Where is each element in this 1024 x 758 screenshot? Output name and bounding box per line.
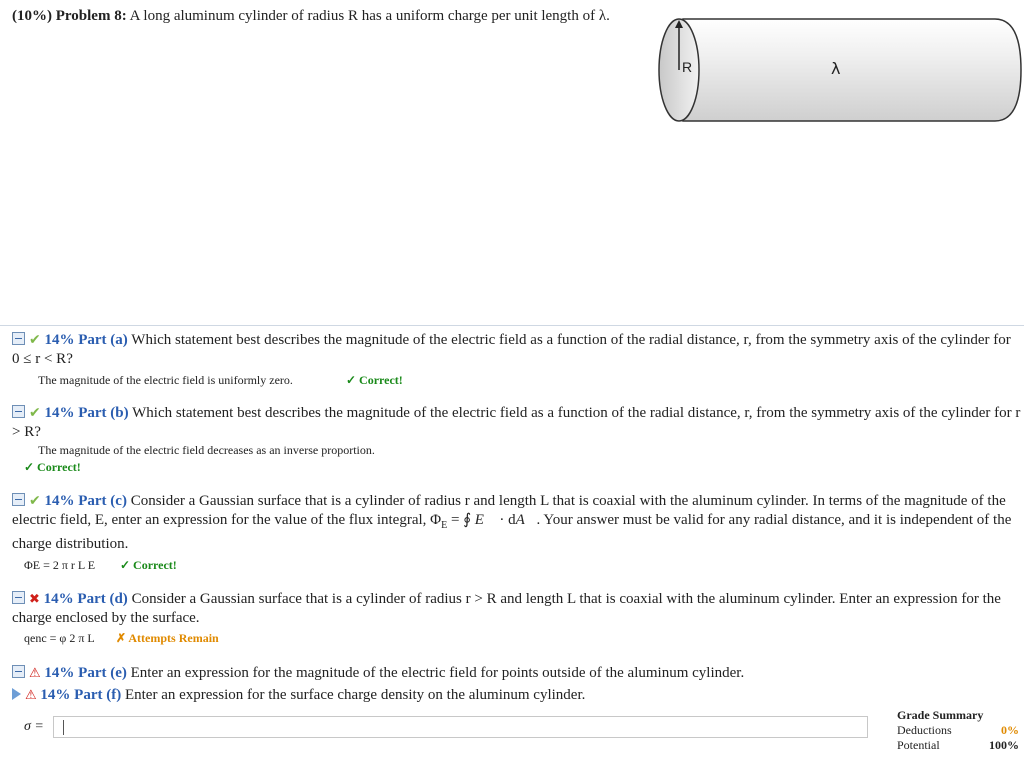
part-c-answer: ΦE = 2 π r L E (24, 558, 96, 572)
collapse-icon[interactable] (12, 665, 25, 678)
radius-label: R (682, 59, 693, 75)
part-a (12, 331, 1022, 369)
cross-icon: ✖ (29, 592, 40, 608)
part-e (12, 664, 1022, 683)
cylinder-body (683, 19, 1021, 121)
collapse-icon[interactable] (12, 405, 25, 418)
collapse-icon[interactable] (12, 493, 25, 506)
lambda-label: λ (831, 59, 841, 78)
part-c-question: Consider a Gaussian surface that is a cylinder of radius r and length L that is coaxial with the aluminum cylinder. In terms of the magnitude of the electric field, E, enter an expression for the value of the flux integral, Φ (12, 493, 1006, 529)
grade-summary (897, 708, 1019, 753)
part-a-question: Which statement best describes the magnitude of the electric field as a function of the radial distance, r, from the symmetry axis of the cylinder for 0 ≤ r < R? (12, 332, 1011, 368)
part-d (12, 590, 1022, 628)
text-cursor (63, 720, 64, 735)
problem-header: (10%) Problem 8: (12, 8, 127, 24)
collapse-icon[interactable] (12, 591, 25, 604)
deductions-label: Deductions (897, 723, 952, 737)
deductions-value: 0% (1001, 723, 1019, 737)
cylinder-figure (655, 14, 1023, 126)
collapse-icon[interactable] (12, 332, 25, 345)
part-f-percent: 14% Part (f) (40, 687, 122, 703)
part-d-status: ✗ Attempts Remain (116, 631, 219, 645)
potential-value: 100% (989, 738, 1019, 752)
potential-label: Potential (897, 738, 940, 752)
part-b (12, 404, 1022, 442)
part-a-percent: 14% Part (a) (44, 332, 128, 348)
potential-row (897, 738, 1019, 753)
check-icon: ✔ (29, 332, 41, 349)
check-icon: ✔ (29, 493, 41, 510)
check-icon: ✔ (29, 405, 41, 422)
part-e-percent: 14% Part (e) (44, 665, 127, 681)
problem-text: A long aluminum cylinder of radius R has a uniform charge per unit length of λ. (129, 8, 610, 24)
part-b-question: Which statement best describes the magnitude of the electric field as a function of the radial distance, r, from the symmetry axis of the cylinder for r > R? (12, 405, 1021, 441)
answer-label: σ = (24, 719, 44, 734)
part-c-status: ✓ Correct! (120, 558, 177, 572)
answer-input[interactable] (53, 716, 868, 738)
grade-summary-title: Grade Summary (897, 708, 984, 722)
part-e-question: Enter an expression for the magnitude of the electric field for points outside of the aluminum cylinder. (130, 665, 745, 681)
part-d-percent: 14% Part (d) (43, 591, 128, 607)
part-c: ✔ 14% Part (c) Consider a Gaussian surface that is a cylinder of radius r and length L that is coaxial with the aluminum cylinder. In terms of the magnitude of the electric field, E, enter an expression for the value of the flux integral, $\Phi_E$ = ∮ E⃗ · dA⃗. Your answer must be valid for any radial distance, and it is independent of the charge distribution. (12, 493, 1012, 553)
part-b-percent: 14% Part (b) (44, 405, 129, 421)
part-a-status: ✓ Correct! (346, 373, 403, 387)
part-b-answer: The magnitude of the electric field decreases as an inverse proportion. (38, 443, 375, 457)
part-d-answer: qenc = φ 2 π L (24, 631, 95, 645)
section-divider (0, 325, 1024, 326)
deductions-row (897, 723, 1019, 738)
part-b-status: ✓ Correct! (24, 460, 81, 474)
part-d-question: Consider a Gaussian surface that is a cylinder of radius r > R and length L that is coaxial with the aluminum cylinder. Enter an expression for the charge enclosed by the surface. (12, 591, 1001, 627)
part-f-question: Enter an expression for the surface charge density on the aluminum cylinder. (124, 687, 586, 703)
part-c-percent: 14% Part (c) (44, 493, 127, 509)
part-f (12, 686, 1022, 705)
warning-icon: ⚠ (29, 666, 41, 682)
expand-icon[interactable] (12, 688, 21, 700)
part-a-answer: The magnitude of the electric field is uniformly zero. (38, 373, 293, 387)
problem-statement (12, 8, 652, 25)
warning-icon: ⚠ (25, 688, 37, 704)
